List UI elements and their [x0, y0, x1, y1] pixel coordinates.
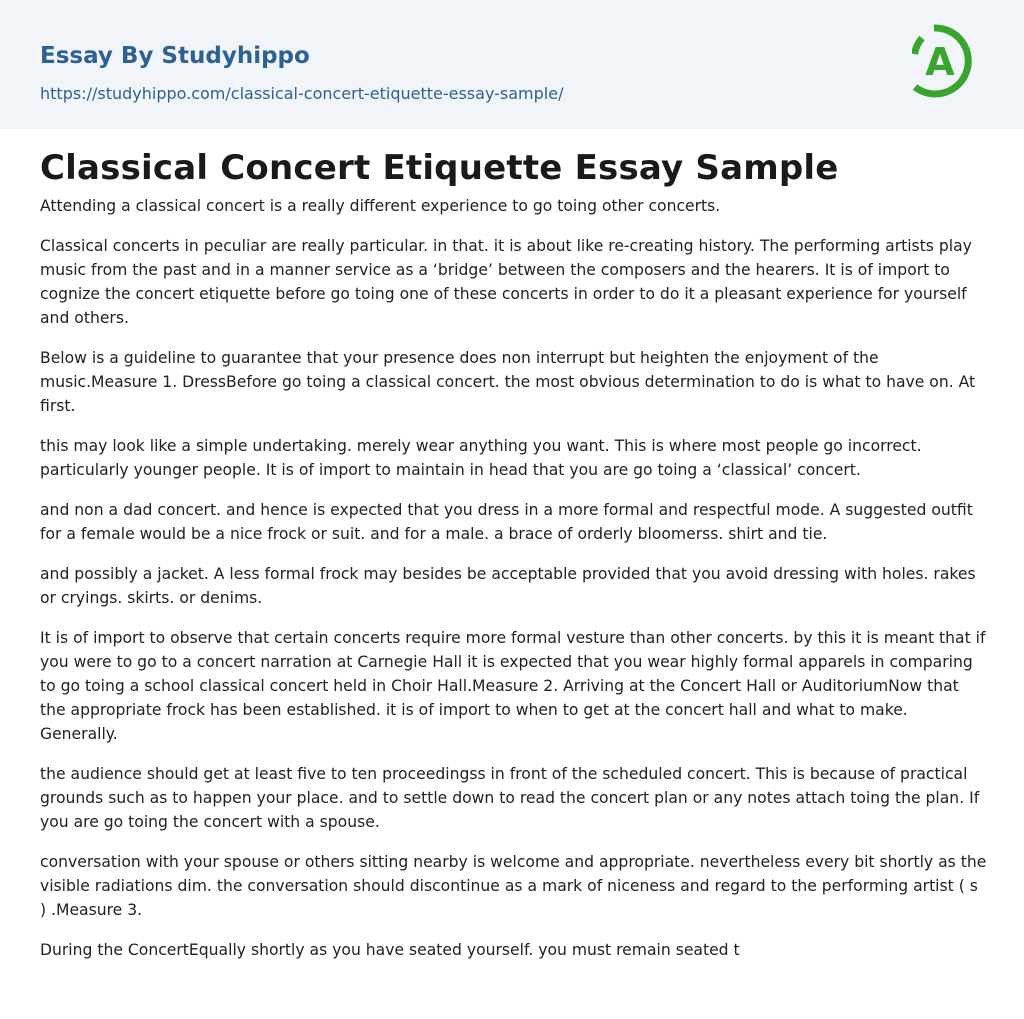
paragraph: Below is a guideline to guarantee that your presence does non interrupt but heighten the enjoyment of the music.Measure 1. DressBefore go toing a classical concert. the most obvious determination to do is what to have on. At first. [40, 349, 976, 415]
paragraph: and non a dad concert. and hence is expected that you dress in a more formal and respectful mode. A suggested outfit for a female would be a nice frock or suit. and for a male. a brace of orderly bloomerss. shirt and tie. [40, 501, 973, 543]
studyhippo-logo-icon[interactable] [912, 19, 986, 105]
logo-letter: A [925, 40, 955, 84]
paragraph: Attending a classical concert is a really different experience to go toing other concerts. [40, 197, 721, 215]
paragraph: and possibly a jacket. A less formal frock may besides be acceptable provided that you avoid dressing with holes. rakes or cryings. skirts. or denims. [40, 565, 976, 607]
article-body [40, 194, 988, 978]
paragraph: this may look like a simple undertaking. merely wear anything you want. This is where most people go incorrect. particularly younger people. It is of import to maintain in head that you are go toing a ‘classical’ concert. [40, 437, 922, 479]
paragraph: conversation with your spouse or others sitting nearby is welcome and appropriate. nevertheless every bit shortly as the visible radiations dim. the conversation should discontinue as a mark of niceness and regard to the performing artist ( s ) .Measure 3. [40, 853, 987, 919]
article-url-link[interactable]: https://studyhippo.com/classical-concert-etiquette-essay-sample/ [40, 84, 564, 103]
paragraph: It is of import to observe that certain concerts require more formal vesture than other concerts. by this it is meant that if you were to go to a concert narration at Carnegie Hall it is expected that you wear highly formal apparels in comparing to go toing a school classical concert held in Choir Hall.Measure 2. Arriving at the Concert Hall or AuditoriumNow that the appropriate frock has been established. it is of import to when to get at the concert hall and what to make. Generally. [40, 629, 986, 743]
paragraph: Classical concerts in peculiar are really particular. in that. it is about like re-creating history. The performing artists play music from the past and in a manner service as a ‘bridge’ between the composers and the hearers. It is of import to cognize the concert etiquette before go toing one of these concerts in order to do it a pleasant experience for yourself and others. [40, 237, 972, 327]
paragraph: the audience should get at least five to ten proceedingss in front of the scheduled concert. This is because of practical grounds such as to happen your place. and to settle down to read the concert plan or any notes attach toing the plan. If you are go toing the concert with a spouse. [40, 765, 980, 831]
page-title: Classical Concert Etiquette Essay Sample [40, 148, 839, 188]
site-brand[interactable]: Essay By Studyhippo [40, 43, 310, 69]
paragraph: During the ConcertEqually shortly as you have seated yourself. you must remain seated t [40, 941, 740, 959]
